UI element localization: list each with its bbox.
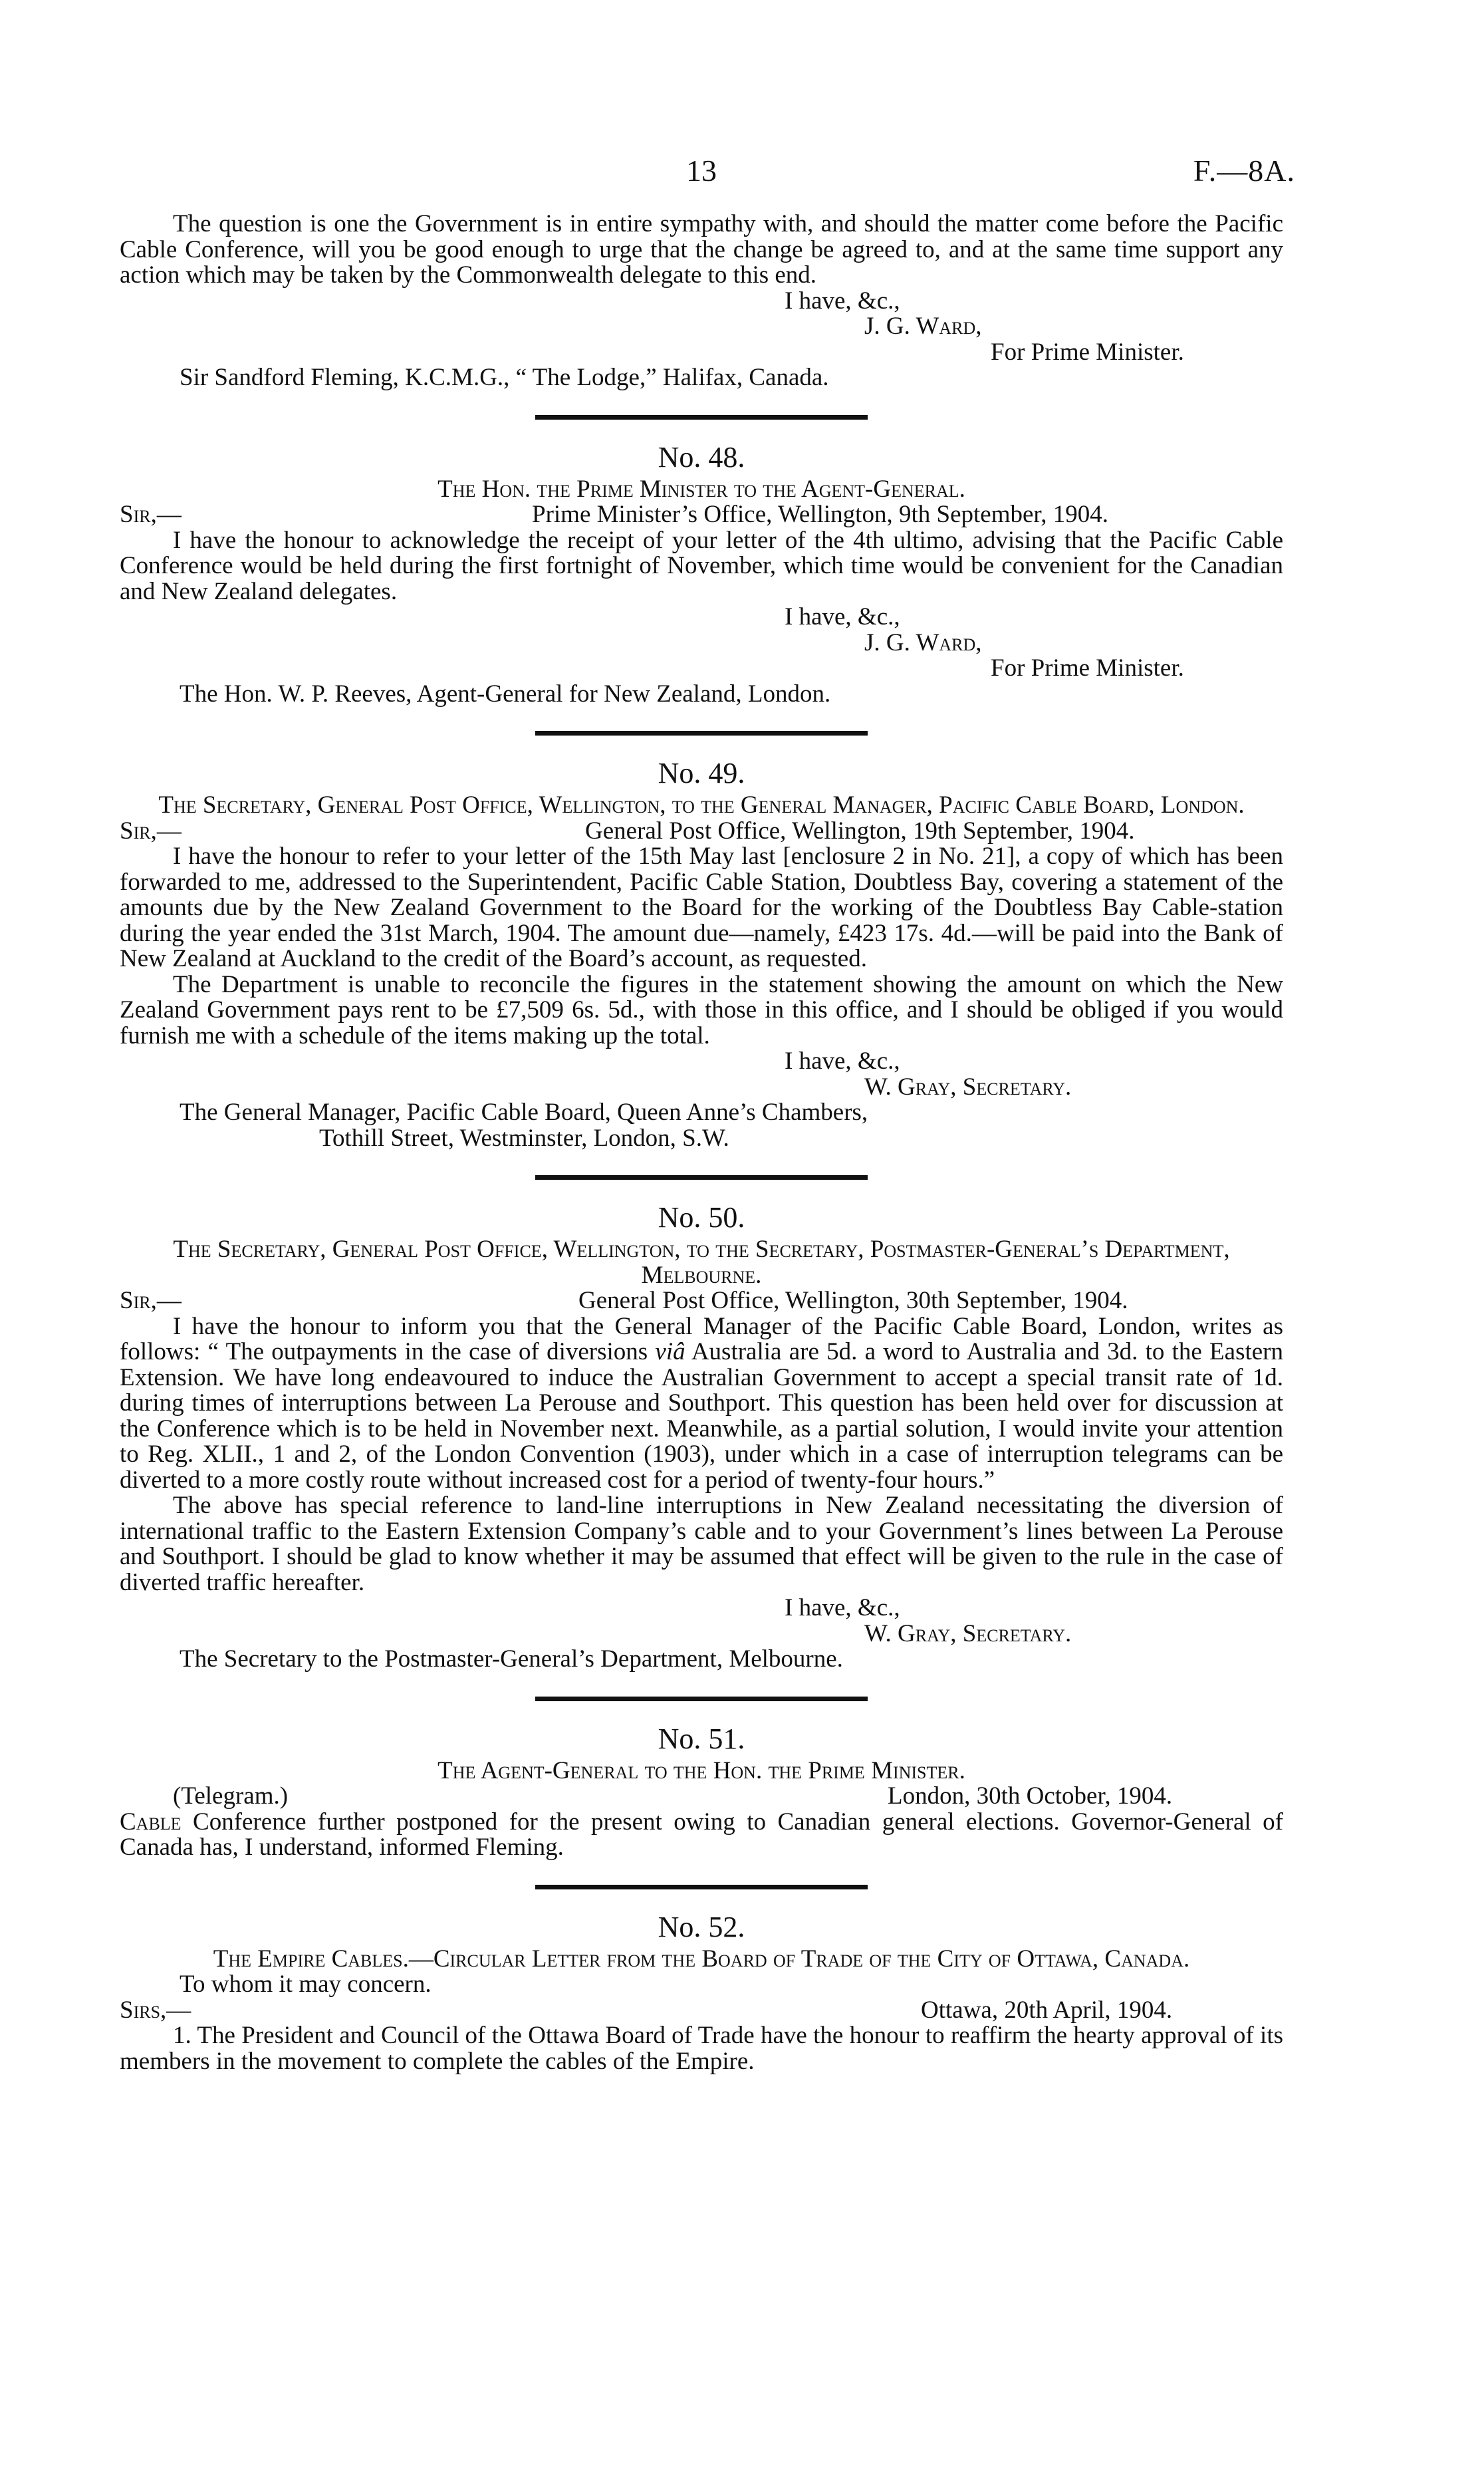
signature-name: W. Gray, Secretary.: [864, 1619, 1072, 1647]
place-date: Ottawa, 20th April, 1904.: [921, 1996, 1173, 2024]
letter-number: No. 50.: [658, 1201, 745, 1234]
closing: I have, &c.,: [785, 1047, 900, 1075]
salutation: Sir,—: [120, 501, 182, 528]
letter-no-48: [120, 440, 1283, 708]
opening-addressee: Sir Sandford Fleming, K.C.M.G., “ The Lodge,” Halifax, Canada.: [180, 364, 829, 391]
salutation-row: [120, 819, 1283, 845]
salutation: Sirs,—: [120, 1996, 191, 2024]
section-divider: [535, 1175, 868, 1180]
salutation-row: [120, 1998, 1283, 2024]
opening-signature: [120, 314, 1283, 340]
section-divider: [535, 1697, 868, 1701]
letter-no-52: [120, 1909, 1283, 2075]
letter-paragraph-1: I have the honour to refer to your letter of the 15th May last [enclosure 2 in No. 21], a copy of which has been forwarded to me, addressed to the Superintendent, Pacific Cable Station, Doubtless Bay, covering a statement of the amounts due by the New Zealand Government to the Board for the working of the Doubtless Bay Cable-station during the year ended the 31st March, 1904. The amount due—namely, £423 17s. 4d.—will be paid into the Bank of New Zealand at Auckland to the credit of the Board’s account, as requested.: [120, 843, 1283, 972]
opening-signature-name: J. G. Ward,: [864, 313, 982, 340]
letter-title: The Secretary, General Post Office, Wellington, to the General Manager, Pacific Cable Board, London.: [158, 791, 1245, 819]
document-page: [120, 154, 1295, 2075]
opening-closing: I have, &c.,: [785, 287, 900, 315]
section-divider: [535, 415, 868, 420]
salutation: Sir,—: [120, 817, 182, 845]
letter-paragraph-2: The Department is unable to reconcile the figures in the statement showing the amount on which the New Zealand Government pays rent to be £7,509 6s. 5d., with those in this office, and I should be obliged if you would furnish me with a schedule of the items making up the total.: [120, 970, 1283, 1049]
signature: [120, 1621, 1283, 1647]
telegram-text: Conference further postponed for the present owing to Canadian general elections. Governor-General of Canada has, I understand, informed Fleming.: [120, 1808, 1283, 1861]
opening-signature-title: For Prime Minister.: [991, 338, 1184, 366]
letter-title: The Secretary, General Post Office, Wellington, to the Secretary, Postmaster-General’s Department, Melbourne.: [173, 1236, 1230, 1289]
signature: [120, 630, 1283, 656]
letter-no-51: [120, 1721, 1283, 1861]
telegram-lead-word: Cable: [120, 1808, 182, 1836]
letter-number: No. 49.: [658, 757, 745, 789]
salutation-row: [120, 502, 1283, 528]
section-divider: [535, 731, 868, 736]
to-whom: To whom it may concern.: [180, 1971, 432, 1998]
page-header: [120, 154, 1295, 211]
signature-name: W. Gray, Secretary.: [864, 1073, 1072, 1101]
signature-title: For Prime Minister.: [991, 654, 1184, 682]
place-date: General Post Office, Wellington, 19th September, 1904.: [585, 817, 1135, 845]
addressee-line-2: Tothill Street, Westminster, London, S.W.: [319, 1124, 729, 1152]
letter-no-50: [120, 1200, 1283, 1673]
letter-paragraph-2: The above has special reference to land-line interruptions in New Zealand necessitating the diversion of international traffic to the Eastern Extension Company’s cable and to your Government’s lines between La Perouse and Southport. I should be glad to know whether it may be assumed that effect will be given to the rule in the case of diverted traffic hereafter.: [120, 1492, 1283, 1596]
section-divider: [535, 1885, 868, 1889]
letter-number: No. 52.: [658, 1910, 745, 1943]
letter-continuation: [120, 211, 1283, 391]
letter-title: The Agent-General to the Hon. the Prime Minister.: [437, 1756, 965, 1784]
telegram-body: [120, 1810, 1283, 1861]
place-date: General Post Office, Wellington, 30th September, 1904.: [578, 1287, 1128, 1314]
telegram-label: (Telegram.): [173, 1782, 289, 1810]
letter-paragraph-1: 1. The President and Council of the Ottawa Board of Trade have the honour to reaffirm the hearty approval of its members in the movement to complete the cables of the Empire.: [120, 2022, 1283, 2075]
letter-title: The Hon. the Prime Minister to the Agent-General.: [437, 475, 965, 503]
paragraph-1-part-a: I have the honour to inform you that the General Manager of the Pacific Cable Board, London, writes as follows: “ The outpayments in the case of diversions: [120, 1312, 1283, 1365]
salutation-row: [120, 1288, 1283, 1314]
addressee-line-1: The General Manager, Pacific Cable Board, Queen Anne’s Chambers,: [180, 1099, 868, 1126]
signature: [120, 1075, 1283, 1101]
letter-number: No. 48.: [658, 440, 745, 474]
series-reference: F.—8A.: [1193, 154, 1295, 188]
letter-no-49: [120, 756, 1283, 1151]
paragraph-1-part-b: Australia are 5d. a word to Australia and 3d. to the Eastern Extension. We have long endeavoured to induce the Australian Government to accept a special transit rate of 1d. during times of interruptions between La Perouse and Southport. This question has been held over for discussion at the Conference which is to be held in November next. Meanwhile, as a partial solution, I would invite your attention to Reg. XLII., 1 and 2, of the London Convention (1903), under which in a case of interruption telegrams can be diverted to a more costly route without increased cost for a period of twenty-four hours.”: [120, 1338, 1283, 1494]
signature-name: J. G. Ward,: [864, 628, 982, 656]
place-date: London, 30th October, 1904.: [888, 1782, 1173, 1810]
salutation: Sir,—: [120, 1287, 182, 1314]
addressee: The Hon. W. P. Reeves, Agent-General for New Zealand, London.: [180, 680, 831, 708]
closing: I have, &c.,: [785, 1594, 900, 1621]
letter-title: The Empire Cables.—Circular Letter from the Board of Trade of the City of Ottawa, Canada.: [213, 1945, 1190, 1973]
closing: I have, &c.,: [785, 603, 900, 630]
opening-body: The question is one the Government is in entire sympathy with, and should the matter come before the Pacific Cable Conference, will you be good enough to urge that the change be agreed to, and at the same time support any action which may be taken by the Commonwealth delegate to this end.: [120, 210, 1283, 289]
letter-paragraph-1: [120, 1314, 1283, 1494]
letter-number: No. 51.: [658, 1722, 745, 1755]
telegram-row: [120, 1784, 1283, 1810]
paragraph-1-via: viâ: [655, 1338, 685, 1365]
letter-body: I have the honour to acknowledge the receipt of your letter of the 4th ultimo, advising that the Pacific Cable Conference would be held during the first fortnight of November, which time would be convenient for the Canadian and New Zealand delegates.: [120, 526, 1283, 605]
page-number: 13: [686, 154, 717, 188]
addressee: The Secretary to the Postmaster-General’s Department, Melbourne.: [180, 1645, 843, 1673]
place-date: Prime Minister’s Office, Wellington, 9th September, 1904.: [532, 501, 1108, 528]
